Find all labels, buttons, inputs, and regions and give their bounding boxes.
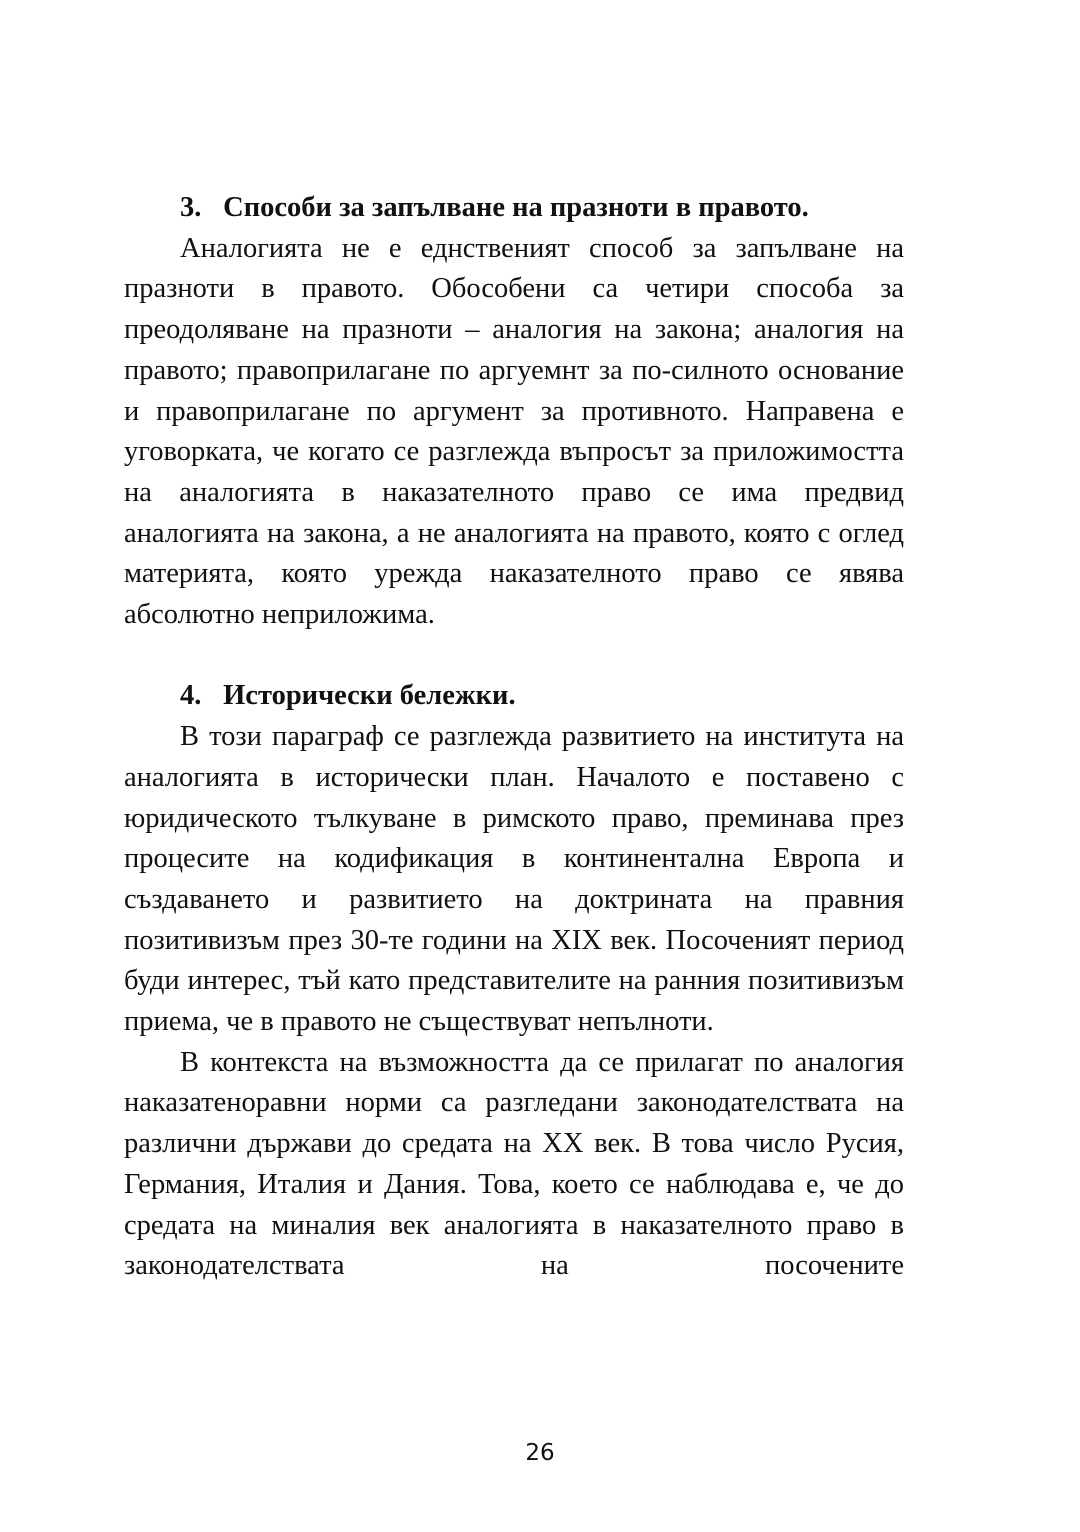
- section-3-number: 3.: [180, 192, 202, 223]
- page-content: [124, 188, 904, 1287]
- section-3-paragraph: Аналогията не е еднственият способ за запълване на празноти в правото. Обособени са четири способа за преодоляване на празноти – аналогия на закона; аналогия на правото; правоприлагане по аргуемнт за по-силното основание и правоприлагане по аргумент за противното. Направена е уговорката, че когато се разглежда въпросът за приложимостта на аналогията в наказателното право се има предвид аналогията на закона, а не аналогията на правото, която с оглед материята, която урежда наказателното право се явява абсолютно неприложима.: [124, 232, 904, 631]
- section-4-paragraph-1: В този параграф се разглежда развитието на института на аналогията в исторически план. Началото е поставено с юридическото тълкуване в римското право, преминава през процесите на кодификация в континентална Европа и създаването и развитието на доктрината на правния позитивизъм през 30-те години на XIX век. Посоченият период буди интерес, тъй като представителите на ранния позитивизъм приема, че в правото не съществуват непълноти.: [124, 721, 904, 1038]
- section-3-heading: [124, 188, 904, 229]
- section-spacer: [124, 636, 904, 677]
- section-4-heading: [124, 676, 904, 717]
- section-3-title: Способи за запълване на празноти в правото.: [223, 192, 809, 223]
- page-number: 26: [525, 1440, 555, 1466]
- section-4-paragraph-2: В контекста на възможността да се прилагат по аналогия наказатеноравни норми са разгледани законодателствата на различни държави до средата на XX век. В това число Русия, Германия, Италия и Дания. Това, което се наблюдава е, че до средата на миналия век аналогията в наказателното право в законодателствата на посочените: [124, 1046, 904, 1282]
- section-4-number: 4.: [180, 680, 202, 712]
- section-4-title: Исторически бележки.: [223, 680, 516, 712]
